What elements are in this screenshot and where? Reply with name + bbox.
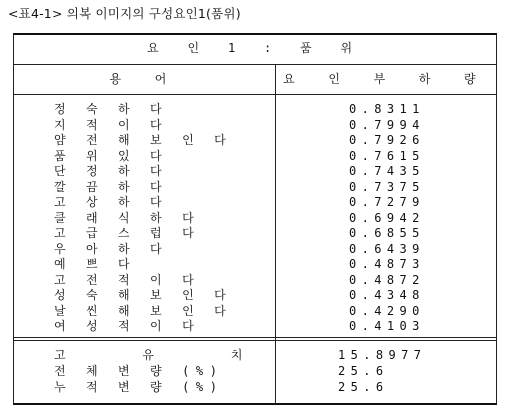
header-divider	[14, 94, 496, 95]
table-row-term: 품 위 있 다	[54, 148, 169, 163]
factor-title: 요 인 1 : 품 위	[147, 41, 363, 55]
table-row-loading: 0.7926	[349, 133, 425, 147]
table-row-loading: 0.4348	[349, 288, 425, 302]
table-row-term: 얌 전 해 보 인 다	[54, 133, 233, 147]
table-row-loading: 0.7435	[349, 164, 425, 178]
table-row-loading: 0.7279	[349, 195, 425, 209]
table-row-loading: 0.7375	[349, 179, 425, 194]
table-row-loading: 0.7615	[349, 148, 425, 163]
table-row-term: 클 래 식 하 다	[54, 210, 201, 225]
table-row-term: 예 쁘 다	[54, 257, 137, 271]
summary-row-term: 누 적 변 량 (%)	[54, 380, 224, 394]
table-row-term: 고 상 하 다	[54, 195, 169, 209]
factor-table	[13, 33, 497, 405]
summary-row-term: 전 체 변 량 (%)	[54, 364, 224, 378]
summary-row-term: 고 유 치	[54, 348, 278, 362]
table-row-term: 날 씬 해 보 인 다	[54, 303, 233, 318]
table-caption: <표4-1> 의복 이미지의 구성요인1(품위)	[8, 6, 241, 21]
table-row-term: 성 숙 해 보 인 다	[54, 288, 233, 302]
summary-row-value: 25.6	[338, 380, 389, 394]
table-row-term: 단 정 하 다	[54, 164, 169, 178]
table-row-term: 고 전 적 이 다	[54, 272, 201, 287]
table-row-loading: 0.8311	[349, 102, 425, 116]
table-row-loading: 0.4872	[349, 272, 425, 287]
table-row-loading: 0.6439	[349, 241, 425, 256]
loading-column-header: 요 인 부 하 량	[283, 72, 489, 86]
summary-row-value: 15.8977	[338, 348, 427, 362]
table-row-term: 정 숙 하 다	[54, 102, 169, 116]
table-row-term: 우 아 하 다	[54, 241, 169, 256]
table-row-term: 지 적 이 다	[54, 117, 169, 132]
table-row-term: 여 성 적 이 다	[54, 319, 201, 333]
summary-divider-bottom	[14, 340, 496, 341]
table-row-term: 고 급 스 럽 다	[54, 226, 201, 240]
summary-row-value: 25.6	[338, 364, 389, 378]
summary-divider-top	[14, 337, 496, 338]
table-row-loading: 0.6942	[349, 210, 425, 225]
term-column-header: 용 어	[109, 72, 180, 86]
table-row-loading: 0.4873	[349, 257, 425, 271]
table-row-term: 깔 끔 하 다	[54, 179, 169, 194]
table-row-loading: 0.7994	[349, 117, 425, 132]
table-row-loading: 0.4290	[349, 303, 425, 318]
title-divider	[14, 64, 496, 65]
table-row-loading: 0.6855	[349, 226, 425, 240]
table-row-loading: 0.4103	[349, 319, 425, 333]
